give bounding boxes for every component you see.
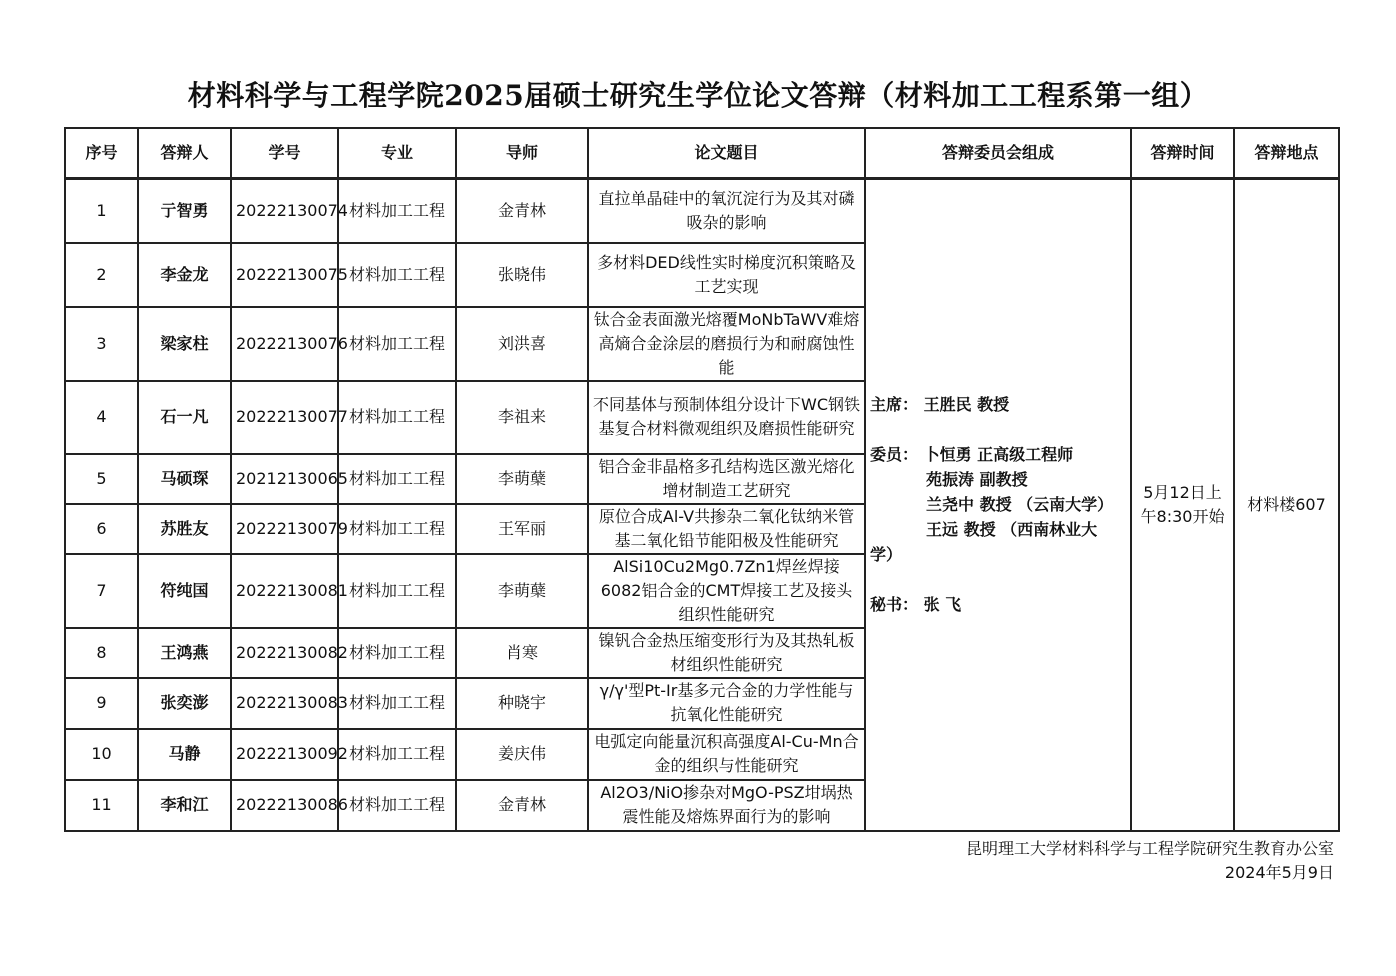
student-major: 材料加工工程 — [338, 780, 456, 831]
thesis-title: 多材料DED线性实时梯度沉积策略及工艺实现 — [588, 243, 865, 307]
row-number: 8 — [65, 628, 138, 678]
student-name: 张奕澎 — [138, 678, 231, 729]
committee-member-2: 苑振涛 副教授 — [926, 470, 1028, 490]
committee-spacer — [870, 417, 1126, 442]
advisor-name: 姜庆伟 — [456, 729, 588, 780]
row-number: 1 — [65, 179, 138, 243]
header-row — [65, 128, 1339, 179]
thesis-title: AlSi10Cu2Mg0.7Zn1焊丝焊接6082铝合金的CMT焊接工艺及接头组织性能研究 — [588, 554, 865, 628]
advisor-name: 张晓伟 — [456, 243, 588, 307]
row-number: 11 — [65, 780, 138, 831]
defense-schedule-table — [64, 127, 1340, 832]
thesis-title: 镍钒合金热压缩变形行为及其热轧板材组织性能研究 — [588, 628, 865, 678]
thesis-title: 原位合成Al-V共掺杂二氧化钛纳米管基二氧化铅节能阳极及性能研究 — [588, 504, 865, 554]
row-number: 5 — [65, 454, 138, 504]
defense-place: 材料楼607 — [1234, 179, 1339, 831]
student-id: 20222130081 — [231, 554, 338, 628]
committee-member-4: 王远 教授 （西南林业大 — [926, 520, 1098, 540]
advisor-name: 肖寒 — [456, 628, 588, 678]
student-major: 材料加工工程 — [338, 307, 456, 381]
header-cell-place: 答辩地点 — [1234, 128, 1339, 179]
student-id: 20222130076 — [231, 307, 338, 381]
header-cell-name: 答辩人 — [138, 128, 231, 179]
student-major: 材料加工工程 — [338, 628, 456, 678]
student-name: 符纯国 — [138, 554, 231, 628]
header-cell-title: 论文题目 — [588, 128, 865, 179]
student-id: 20222130074 — [231, 179, 338, 243]
student-id: 20222130075 — [231, 243, 338, 307]
advisor-name: 金青林 — [456, 179, 588, 243]
student-name: 亍智勇 — [138, 179, 231, 243]
committee-member-4-continued: 学） — [870, 545, 903, 565]
thesis-title: 不同基体与预制体组分设计下WC钢铁基复合材料微观组织及磨损性能研究 — [588, 381, 865, 454]
table-row — [65, 179, 1339, 243]
thesis-title: γ/γ'型Pt-Ir基多元合金的力学性能与抗氧化性能研究 — [588, 678, 865, 729]
student-id: 20222130079 — [231, 504, 338, 554]
row-number: 9 — [65, 678, 138, 729]
student-name: 李和江 — [138, 780, 231, 831]
advisor-name: 李祖来 — [456, 381, 588, 454]
thesis-title: 电弧定向能量沉积高强度Al-Cu-Mn合金的组织与性能研究 — [588, 729, 865, 780]
student-name: 梁家柱 — [138, 307, 231, 381]
advisor-name: 金青林 — [456, 780, 588, 831]
footer-office: 昆明理工大学材料科学与工程学院研究生教育办公室 — [965, 839, 1334, 858]
header-cell-committee: 答辩委员会组成 — [865, 128, 1131, 179]
student-name: 马硕琛 — [138, 454, 231, 504]
committee-spacer — [870, 567, 1126, 592]
student-id: 20222130077 — [231, 381, 338, 454]
row-number: 3 — [65, 307, 138, 381]
advisor-name: 李萌蘖 — [456, 554, 588, 628]
footer-date: 2024年5月9日 — [1224, 863, 1334, 882]
student-major: 材料加工工程 — [338, 678, 456, 729]
committee-chair: 主席： 王胜民 教授 — [870, 395, 1010, 415]
student-name: 李金龙 — [138, 243, 231, 307]
header-cell-advisor: 导师 — [456, 128, 588, 179]
advisor-name: 种晓宇 — [456, 678, 588, 729]
document-title: 材料科学与工程学院2025届硕士研究生学位论文答辩（材料加工工程系第一组） — [187, 79, 1209, 112]
advisor-name: 李萌蘖 — [456, 454, 588, 504]
student-id: 20222130082 — [231, 628, 338, 678]
committee-member-3: 兰尧中 教授 （云南大学） — [926, 495, 1114, 515]
row-number: 2 — [65, 243, 138, 307]
student-name: 苏胜友 — [138, 504, 231, 554]
thesis-title: 铝合金非晶格多孔结构选区激光熔化增材制造工艺研究 — [588, 454, 865, 504]
student-major: 材料加工工程 — [338, 381, 456, 454]
student-name: 王鸿燕 — [138, 628, 231, 678]
row-number: 4 — [65, 381, 138, 454]
student-name: 马静 — [138, 729, 231, 780]
header-cell-major: 专业 — [338, 128, 456, 179]
row-number: 6 — [65, 504, 138, 554]
student-name: 石一凡 — [138, 381, 231, 454]
student-major: 材料加工工程 — [338, 729, 456, 780]
student-id: 20222130086 — [231, 780, 338, 831]
student-major: 材料加工工程 — [338, 454, 456, 504]
committee-member-1: 委员： 卜恒勇 正高级工程师 — [870, 445, 1074, 465]
committee-cell — [865, 179, 1131, 831]
row-number: 10 — [65, 729, 138, 780]
student-id: 20212130065 — [231, 454, 338, 504]
student-id: 20222130083 — [231, 678, 338, 729]
committee-secretary: 秘书： 张 飞 — [870, 595, 962, 615]
advisor-name: 刘洪喜 — [456, 307, 588, 381]
row-number: 7 — [65, 554, 138, 628]
thesis-title: 钛合金表面激光熔覆MoNbTaWV难熔高熵合金涂层的磨损行为和耐腐蚀性能 — [588, 307, 865, 381]
student-id: 20222130092 — [231, 729, 338, 780]
defense-time: 5月12日上午8:30开始 — [1131, 179, 1234, 831]
header-cell-no: 序号 — [65, 128, 138, 179]
student-major: 材料加工工程 — [338, 243, 456, 307]
advisor-name: 王军丽 — [456, 504, 588, 554]
student-major: 材料加工工程 — [338, 179, 456, 243]
thesis-title: Al2O3/NiO掺杂对MgO-PSZ坩埚热震性能及熔炼界面行为的影响 — [588, 780, 865, 831]
student-major: 材料加工工程 — [338, 504, 456, 554]
header-cell-id: 学号 — [231, 128, 338, 179]
thesis-title: 直拉单晶硅中的氧沉淀行为及其对磷吸杂的影响 — [588, 179, 865, 243]
student-major: 材料加工工程 — [338, 554, 456, 628]
header-cell-time: 答辩时间 — [1131, 128, 1234, 179]
